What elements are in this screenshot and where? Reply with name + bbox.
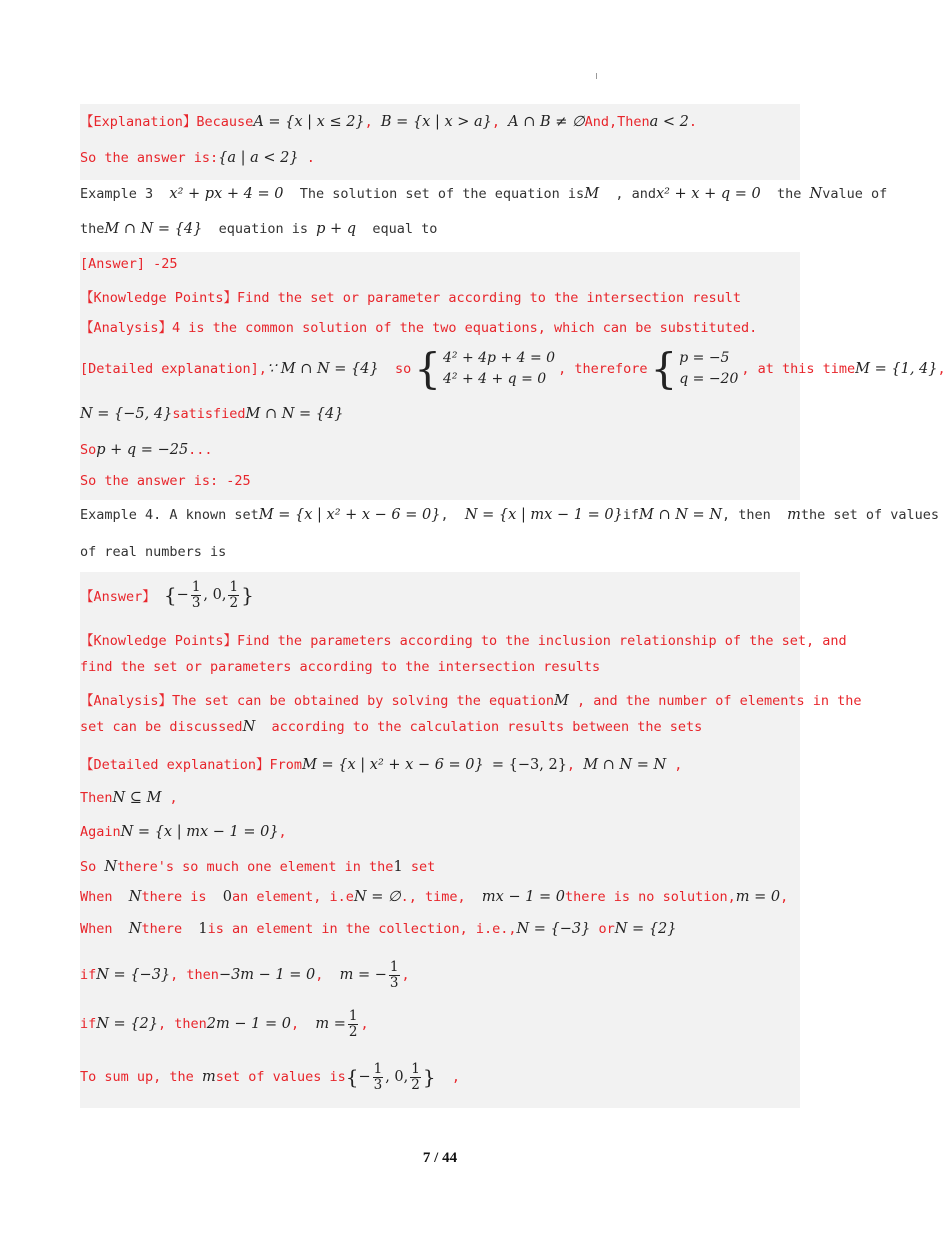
fraction-denominator: 3 bbox=[389, 974, 399, 991]
symbol-m-lower: m bbox=[787, 507, 801, 523]
ex3-statement-line1 bbox=[80, 186, 888, 202]
detailed-explanation-label: 【Detailed explanation】From bbox=[80, 757, 303, 773]
when-text: there bbox=[141, 921, 183, 937]
ex4-analysis-2 bbox=[80, 719, 800, 735]
ex3-final-answer: So the answer is: -25 bbox=[80, 473, 251, 489]
so-answer-text: So the answer is: bbox=[80, 150, 219, 166]
ex4-knowledge-points-1: 【Knowledge Points】Find the parameters according to the inclusion relationship of the set, and bbox=[80, 633, 847, 649]
sum-up-text: set of values is bbox=[215, 1069, 346, 1085]
fraction-numerator: 1 bbox=[411, 1060, 420, 1077]
ex3-knowledge-points: 【Knowledge Points】Find the set or parameter according to the intersection result bbox=[80, 290, 741, 306]
system1-row2: 4² + 4 + q = 0 bbox=[442, 371, 547, 387]
symbol-m: M bbox=[554, 693, 569, 709]
m-zero-formula: m = 0 bbox=[735, 889, 781, 905]
fraction-one-half bbox=[228, 580, 239, 611]
equation-neg3m: −3m − 1 = 0 bbox=[218, 967, 316, 983]
m-equals: m = bbox=[315, 1016, 346, 1032]
subset-formula: N ⊆ M bbox=[112, 790, 162, 806]
when-text: ., time, bbox=[400, 889, 466, 905]
ex3-text: so bbox=[394, 361, 412, 377]
so-text: So bbox=[80, 859, 97, 875]
intersect-formula: A ∩ B ≠ ∅ bbox=[508, 114, 585, 130]
ex3-text: The solution set of the equation is bbox=[299, 186, 585, 202]
then-text: , then bbox=[722, 507, 771, 523]
answer-set-formula: {a | a < 2} bbox=[218, 150, 299, 166]
fraction-neg-one-third bbox=[373, 1062, 384, 1093]
detailed-explanation-label: [Detailed explanation], bbox=[80, 361, 267, 377]
system2-row1: p = −5 bbox=[679, 350, 730, 366]
n-neg3-formula: N = {−3} bbox=[516, 921, 591, 937]
ex3-n-set-line bbox=[80, 406, 800, 422]
ex4-detailed-explanation: 【Detailed explanation】FromM = {x | x² + x − 6 = 0} = {−3, 2}, M ∩ N = N , bbox=[80, 757, 683, 773]
empty-set-formula: N = ∅ bbox=[353, 889, 401, 905]
symbol-n: N bbox=[128, 889, 142, 905]
fraction-denominator: 2 bbox=[411, 1076, 420, 1093]
ex4-text: the set of values bbox=[800, 507, 939, 523]
ex3-condition: M ∩ N = {4} bbox=[104, 221, 203, 237]
ex3-equation1: x² + px + 4 = 0 bbox=[169, 186, 284, 202]
ex4-knowledge-points-2: find the set or parameters according to the intersection results bbox=[80, 659, 601, 675]
ex4-sum-up-line: To sum up, the m set of values is { − $\frac{1}{3}$ , 0, $\frac{1}{2}$ } , bbox=[80, 1060, 461, 1093]
sum-up-end: , bbox=[451, 1069, 461, 1085]
answer-label: 【Answer】 bbox=[80, 589, 156, 605]
mx-minus-one-formula: mx − 1 = 0 bbox=[481, 889, 566, 905]
ex3-statement-line2 bbox=[80, 221, 800, 237]
ex4-so-line bbox=[80, 859, 800, 875]
ex3-detailed-explanation: [Detailed explanation], ∵ M ∩ N = {4} so { 4² + 4p + 4 = 0 4² + 4 + q = 0 , therefore { p = −5 q = −20 , at this time M = {1, 4} , bbox=[80, 344, 946, 393]
when-text: an element, i.e bbox=[232, 889, 354, 905]
equation-system-2: { p = −5 q = −20 bbox=[650, 344, 739, 393]
ex3-text: , and bbox=[615, 186, 656, 202]
explanation-label: 【Explanation】 bbox=[80, 114, 197, 130]
fraction-denominator: 3 bbox=[373, 1076, 383, 1093]
when-text: there is bbox=[141, 889, 207, 905]
number-zero: 0 bbox=[222, 889, 232, 905]
fraction-one-half bbox=[348, 1009, 359, 1040]
analysis-text: according to the calculation results between the sets bbox=[271, 719, 703, 735]
ex4-if-two-line: if N = {2} , then 2m − 1 = 0 , m = $\frac{1}{2}$ , bbox=[80, 1007, 369, 1040]
example4-label: Example 4. A known set bbox=[80, 507, 259, 523]
fraction-numerator: 1 bbox=[348, 1007, 358, 1024]
set-a-formula: A = {x | x ≤ 2} bbox=[253, 114, 365, 130]
ex4-then-line: ThenN ⊆ M , bbox=[80, 790, 178, 806]
ex3-condition-2: M ∩ N = {4} bbox=[245, 406, 344, 422]
dots: ... bbox=[188, 442, 213, 458]
m-set-formula: M = {1, 4} bbox=[855, 361, 938, 377]
therefore-text: , therefore bbox=[558, 361, 648, 377]
n-set-formula: N = {−5, 4} bbox=[80, 406, 173, 422]
symbol-m: M bbox=[584, 186, 600, 202]
satisfied-text: satisfied bbox=[172, 406, 246, 422]
equation-system-1: { 4² + 4p + 4 = 0 4² + 4 + q = 0 bbox=[414, 344, 556, 393]
or-text: or bbox=[598, 921, 615, 937]
n-neg3-formula: N = {−3} bbox=[96, 967, 171, 983]
if-text: if bbox=[80, 967, 97, 983]
fraction-denominator: 2 bbox=[348, 1023, 358, 1040]
system2-row2: q = −20 bbox=[679, 371, 739, 387]
example3-label: Example 3 bbox=[80, 186, 154, 202]
analysis-text: set can be discussed bbox=[80, 719, 243, 735]
at-this-time-text: , at this time bbox=[741, 361, 856, 377]
ex2-explanation-line: 【Explanation】BecauseA = {x | x ≤ 2}, B = {x | x > a}, A ∩ B ≠ ∅And,Thena < 2. bbox=[80, 114, 698, 130]
analysis-text: 【Analysis】The set can be obtained by solving the equation bbox=[80, 693, 555, 709]
ex4-again-line: AgainN = {x | mx − 1 = 0}, bbox=[80, 824, 287, 840]
ex3-answer-line: [Answer] -25 bbox=[80, 256, 178, 272]
so-text: So bbox=[80, 442, 97, 458]
symbol-n: N bbox=[809, 186, 823, 202]
fraction-numerator: 1 bbox=[373, 1060, 383, 1077]
system1-row1: 4² + 4p + 4 = 0 bbox=[442, 350, 556, 366]
fraction-one-half bbox=[410, 1062, 421, 1093]
page-number: 7 / 44 bbox=[422, 1150, 458, 1166]
m-equals: m = − bbox=[339, 967, 387, 983]
again-label: Again bbox=[80, 824, 121, 840]
sum-up-text: To sum up, the bbox=[80, 1069, 194, 1085]
ex4-analysis-1 bbox=[80, 689, 862, 709]
result-formula: a < 2 bbox=[649, 114, 689, 130]
equation-2m: 2m − 1 = 0 bbox=[206, 1016, 291, 1032]
analysis-text: , and the number of elements in the bbox=[577, 693, 862, 709]
ex3-text: the bbox=[80, 221, 105, 237]
ex4-when-zero-line: When Nthere is 0an element, i.eN = ∅., time, mx − 1 = 0there is no solution,m = 0, bbox=[80, 889, 789, 905]
fraction-one-third bbox=[389, 960, 400, 991]
fraction-numerator: 1 bbox=[229, 578, 239, 595]
answer-middle: , 0, bbox=[385, 1069, 409, 1085]
when-text: there is no solution, bbox=[565, 889, 736, 905]
if-text: if bbox=[622, 507, 640, 523]
then-text: , then bbox=[170, 967, 219, 983]
p-plus-q: p + q bbox=[316, 221, 357, 237]
because-text: Because bbox=[196, 114, 254, 130]
n-two-formula: N = {2} bbox=[614, 921, 677, 937]
fraction-numerator: 1 bbox=[389, 958, 399, 975]
ex4-when-one-line bbox=[80, 921, 800, 937]
if-text: if bbox=[80, 1016, 97, 1032]
fraction-neg-one-third bbox=[191, 580, 202, 611]
ex4-n-definition: N = {x | mx − 1 = 0} bbox=[464, 507, 623, 523]
then-text: , then bbox=[158, 1016, 207, 1032]
ex3-so-line bbox=[80, 442, 800, 458]
symbol-n: N bbox=[128, 921, 142, 937]
when-text: is an element in the collection, i.e., bbox=[207, 921, 517, 937]
ex3-text: the bbox=[777, 186, 802, 202]
when-text: When bbox=[80, 921, 113, 937]
ex3-equation2: x² + x + q = 0 bbox=[655, 186, 761, 202]
ex4-m-definition: M = {x | x² + x − 6 = 0} bbox=[258, 507, 441, 523]
then-label: Then bbox=[80, 790, 113, 806]
number-one: 1 bbox=[198, 921, 208, 937]
m-solution-set: = {−3, 2} bbox=[491, 757, 567, 773]
symbol-n: N bbox=[242, 719, 256, 735]
symbol-n: N bbox=[104, 859, 118, 875]
ex2-answer-line: So the answer is:{a | a < 2} . bbox=[80, 150, 315, 166]
ex3-text: value of bbox=[822, 186, 888, 202]
ex4-statement-line2: of real numbers is bbox=[80, 544, 227, 560]
because-condition: ∵ M ∩ N = {4} bbox=[266, 361, 379, 377]
and-then-text: And,Then bbox=[584, 114, 650, 130]
so-text: set bbox=[410, 859, 436, 875]
ex4-condition: M ∩ N = N bbox=[583, 757, 667, 773]
ex3-text: equal to bbox=[372, 221, 438, 237]
ex4-answer-line: 【Answer】 { − $\frac{1}{3}$ , 0, $\frac{1}{2}$ } bbox=[80, 578, 254, 611]
m-definition-formula: M = {x | x² + x − 6 = 0} bbox=[302, 757, 484, 773]
ex4-if-neg3-line: if N = {−3} , then −3m − 1 = 0 , m = − $\frac{1}{3}$ , bbox=[80, 958, 410, 991]
when-text: When bbox=[80, 889, 113, 905]
answer-middle: , 0, bbox=[203, 587, 227, 603]
symbol-m-lower: m bbox=[201, 1069, 216, 1085]
header-tick-mark bbox=[596, 73, 597, 79]
ex3-text: equation is bbox=[218, 221, 309, 237]
pq-result: p + q = −25 bbox=[96, 442, 189, 458]
ex3-analysis: 【Analysis】4 is the common solution of the two equations, which can be substituted. bbox=[80, 320, 758, 336]
fraction-numerator: 1 bbox=[191, 578, 201, 595]
set-b-formula: B = {x | x > a} bbox=[380, 114, 492, 130]
n-two-formula: N = {2} bbox=[96, 1016, 158, 1032]
number-one: 1 bbox=[393, 859, 403, 875]
fraction-denominator: 2 bbox=[229, 594, 239, 611]
so-text: there's so much one element in the bbox=[117, 859, 394, 875]
ex4-statement-line1: Example 4. A known setM = {x | x² + x − 6 = 0}, N = {x | mx − 1 = 0}ifM ∩ N = N, then mthe set of values bbox=[80, 507, 939, 523]
n-definition-formula: N = {x | mx − 1 = 0} bbox=[120, 824, 279, 840]
ex4-condition: M ∩ N = N bbox=[639, 507, 723, 523]
fraction-denominator: 3 bbox=[191, 594, 201, 611]
